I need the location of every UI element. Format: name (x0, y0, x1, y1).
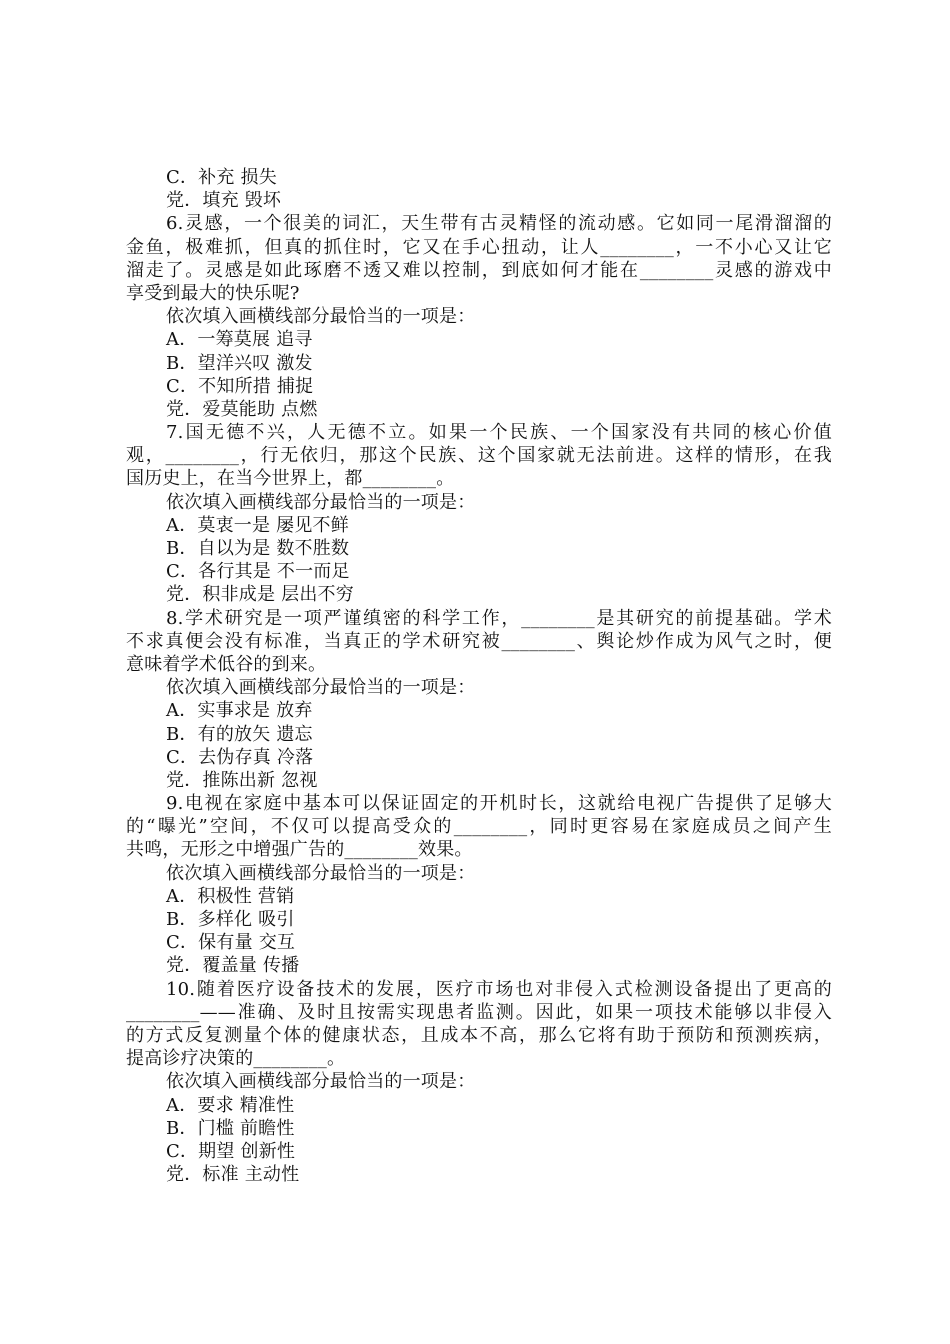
question-prompt: 依次填入画横线部分最恰当的一项是： (166, 1071, 476, 1093)
question-stem-line: 金鱼，极难抓，但真的抓住时，它又在手心扭动，让人________，一不小心又让它 (126, 236, 832, 258)
question-stem-line: ________——准确、及时且按需实现患者监测。因此，如果一项技术能够以非侵入 (126, 1001, 832, 1023)
option-c: C．期望 创新性 (166, 1140, 296, 1162)
option-b: B．多样化 吸引 (166, 909, 295, 930)
question-stem-line: 的“曝光”空间，不仅可以提高受众的________，同时更容易在家庭成员之间产生 (126, 816, 832, 838)
question-stem-line: 9.电视在家庭中基本可以保证固定的开机时长，这就给电视广告提供了足够大 (166, 793, 832, 815)
question-stem-line: 溜走了。灵感是如此琢磨不透又难以控制，到底如何才能在________灵感的游戏中 (126, 259, 832, 281)
option-b: B．有的放矢 遗忘 (166, 723, 313, 745)
question-stem-line: 共鸣，无形之中增强广告的________效果。 (126, 839, 473, 861)
question-stem-line: 意味着学术低谷的到来。 (126, 653, 327, 675)
option-d: 党．覆盖量 传播 (166, 955, 300, 977)
option-d: 党．推陈出新 忽视 (166, 769, 318, 791)
question-7 (126, 421, 832, 607)
option-d: 党．填充 毁坏 (166, 190, 282, 212)
document-content (126, 166, 832, 1186)
option-a: A．积极性 营销 (166, 885, 295, 907)
option-a: A．要求 精准性 (166, 1094, 295, 1116)
option-a: A．一筹莫展 追寻 (166, 329, 313, 351)
option-d: 党．标准 主动性 (166, 1164, 300, 1186)
question-prompt: 依次填入画横线部分最恰当的一项是： (166, 677, 476, 699)
option-b: B．自以为是 数不胜数 (166, 538, 350, 559)
question-stem-line: 的方式反复测量个体的健康状态，且成本不高，那么它将有助于预防和预测疾病， (126, 1024, 832, 1046)
question-6 (126, 212, 832, 421)
option-d: 党．爱莫能助 点燃 (166, 398, 318, 420)
question-stem-line: 国历史上，在当今世界上，都________。 (126, 468, 455, 490)
question-stem-line: 10.随着医疗设备技术的发展，医疗市场也对非侵入式检测设备提出了更高的 (166, 978, 832, 1000)
option-a: A．实事求是 放弃 (166, 700, 313, 722)
question-stem-line: 享受到最大的快乐呢? (126, 282, 300, 304)
previous-question-options (126, 166, 832, 212)
option-d: 党．积非成是 层出不穷 (166, 584, 354, 606)
question-10 (126, 978, 832, 1187)
question-prompt: 依次填入画横线部分最恰当的一项是： (166, 306, 476, 328)
question-prompt: 依次填入画横线部分最恰当的一项是： (166, 491, 476, 513)
question-stem-line: 8.学术研究是一项严谨缜密的科学工作，________是其研究的前提基础。学术 (166, 607, 832, 629)
option-c: C．不知所措 捕捉 (166, 375, 314, 397)
question-stem-line: 不求真便会没有标准，当真正的学术研究被________、舆论炒作成为风气之时，便 (126, 630, 832, 652)
question-8 (126, 607, 832, 793)
option-c: C．去伪存真 冷落 (166, 746, 314, 768)
question-stem-line: 提高诊疗决策的________。 (126, 1048, 346, 1070)
option-b: B．门槛 前瞻性 (166, 1117, 295, 1139)
option-b: B．望洋兴叹 激发 (166, 352, 313, 374)
option-c: C．各行其是 不一而足 (166, 561, 350, 583)
option-c: C．补充 损失 (166, 167, 277, 188)
question-stem-line: 6.灵感，一个很美的词汇，天生带有古灵精怪的流动感。它如同一尾滑溜溜的 (166, 213, 832, 235)
option-a: A．莫衷一是 屡见不鲜 (166, 514, 349, 536)
question-stem-line: 观，________，行无依归，那这个民族、这个国家就无法前进。这样的情形，在我 (126, 445, 832, 467)
question-prompt: 依次填入画横线部分最恰当的一项是： (166, 862, 476, 884)
question-9 (126, 792, 832, 978)
option-c: C．保有量 交互 (166, 932, 296, 954)
question-stem-line: 7.国无德不兴，人无德不立。如果一个民族、一个国家没有共同的核心价值 (166, 422, 832, 444)
